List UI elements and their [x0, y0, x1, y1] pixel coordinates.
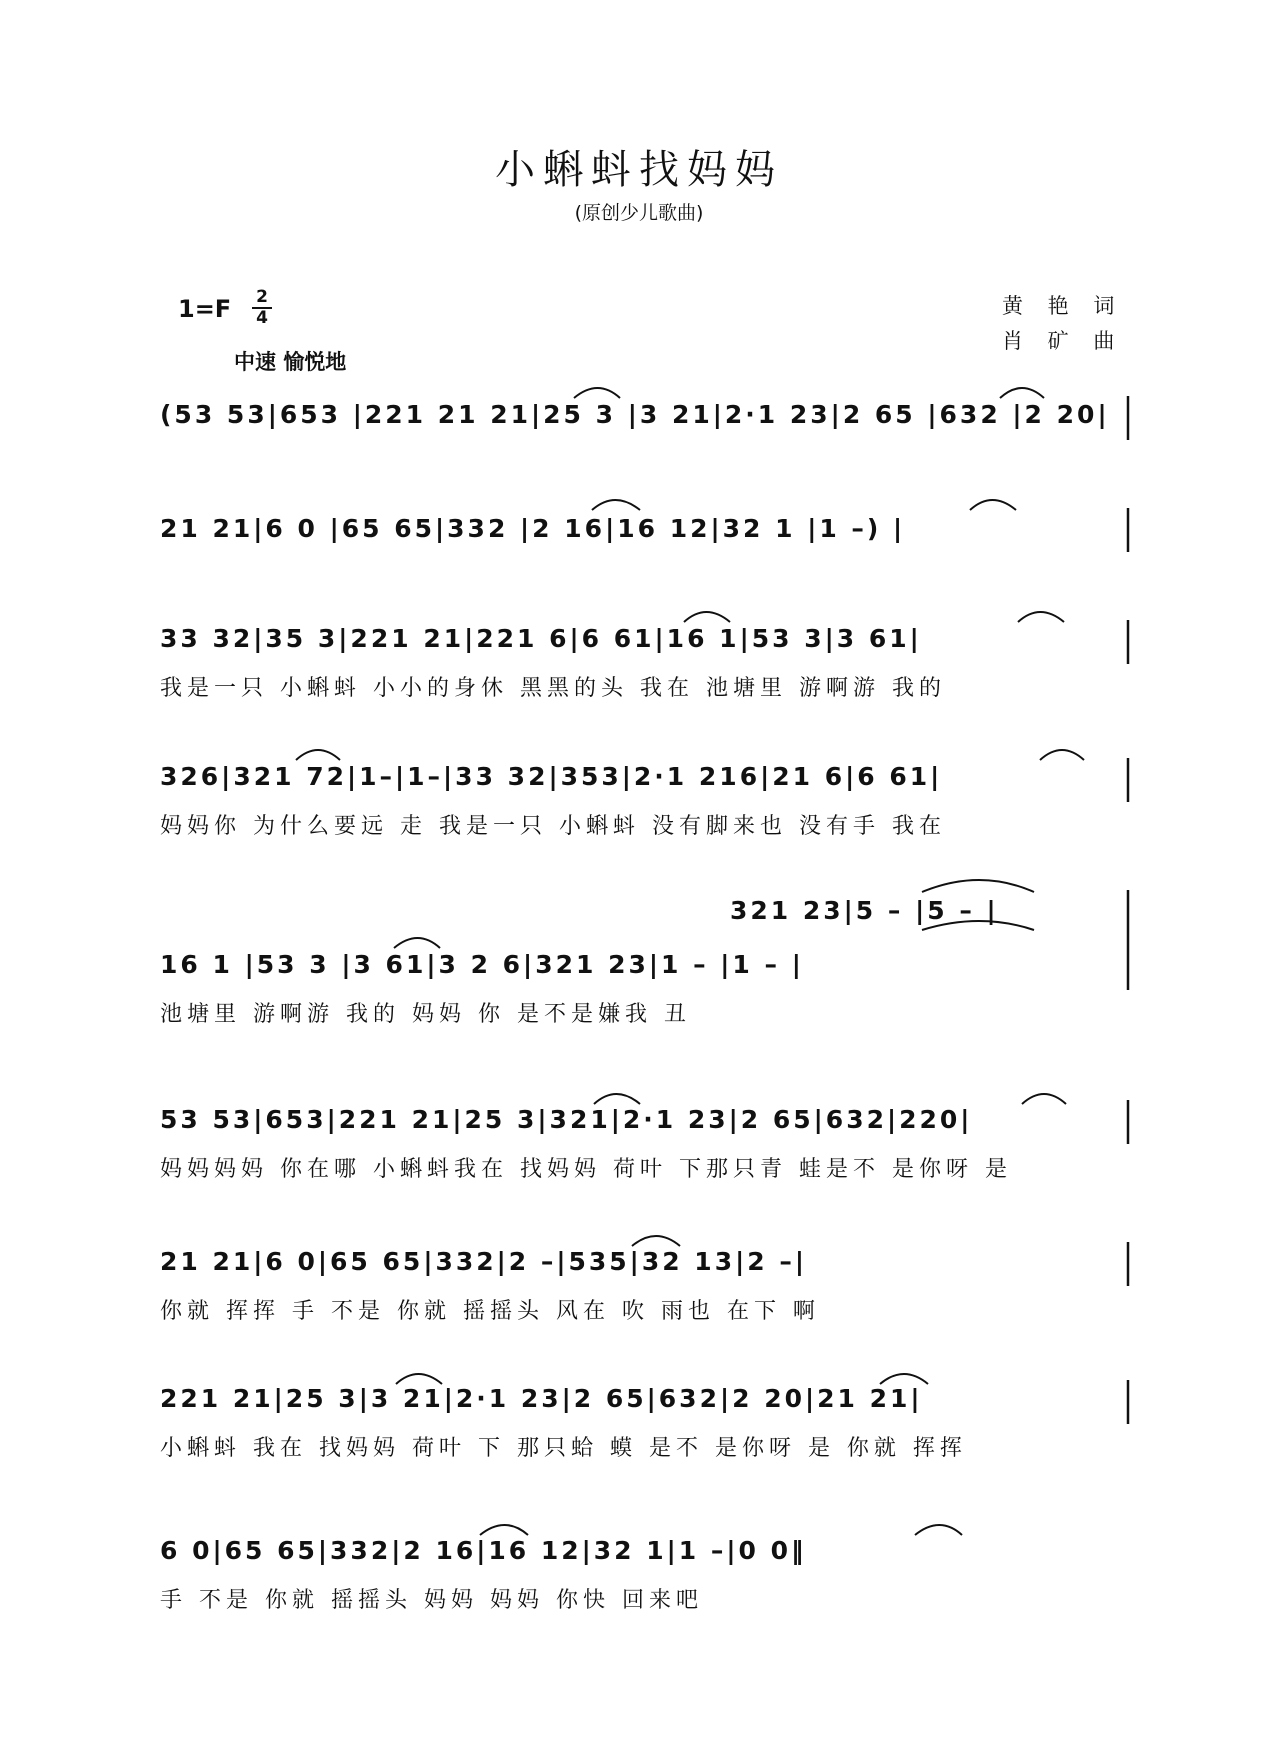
- notation-line: 21 21|6 0 |65 65|332 |2 16|16 12|32 1 |1 –) |: [160, 514, 906, 543]
- composer-credit: 肖 矿 曲: [1002, 329, 1124, 353]
- lyrics-line: 我是一只 小蝌蚪 小小的身休 黑黑的头 我在 池塘里 游啊游 我的: [160, 676, 946, 701]
- notation-line: 33 32|35 3|221 21|221 6|6 61|16 1|53 3|3 61|: [160, 624, 922, 653]
- tempo-marking: 中速 愉悦地: [234, 350, 347, 374]
- tie-mark: [574, 388, 620, 398]
- tie-mark: [394, 938, 440, 948]
- tie-mark: [684, 612, 730, 622]
- tie-mark: [880, 1374, 928, 1384]
- tie-mark: [594, 1094, 640, 1104]
- meter-bottom: 4: [252, 307, 272, 328]
- notation-line: (53 53|653 |221 21 21|25 3 |3 21|2·1 23|2 65 |632 |2 20|: [160, 400, 1110, 429]
- tie-mark: [1018, 612, 1064, 622]
- tie-mark: [592, 500, 640, 510]
- key-signature: 1=F: [178, 295, 232, 323]
- tie-mark: [632, 1236, 680, 1246]
- lyricist-credit: 黄 艳 词: [1002, 294, 1124, 318]
- lyrics-line: 妈妈你 为什么要远 走 我是一只 小蝌蚪 没有脚来也 没有手 我在: [160, 814, 946, 839]
- notation-line: 16 1 |53 3 |3 61|3 2 6|321 23|1 – |1 – |: [160, 950, 804, 979]
- tie-mark: [296, 750, 340, 760]
- notation-line: 53 53|653|221 21|25 3|321|2·1 23|2 65|632|220|: [160, 1105, 973, 1134]
- tie-mark: [915, 1525, 962, 1535]
- tie-mark: [1000, 388, 1044, 398]
- tie-mark: [922, 880, 1034, 892]
- lyrics-line: 池塘里 游啊游 我的 妈妈 你 是不是嫌我 丑: [160, 1002, 691, 1027]
- lyrics-line: 妈妈妈妈 你在哪 小蝌蚪我在 找妈妈 荷叶 下那只青 蛙是不 是你呀 是: [160, 1157, 1012, 1182]
- song-subtitle: (原创少儿歌曲): [574, 202, 704, 224]
- lyrics-line: 手 不是 你就 摇摇头 妈妈 妈妈 你快 回来吧: [160, 1588, 703, 1613]
- notation-line: 21 21|6 0|65 65|332|2 –|535|32 13|2 –|: [160, 1247, 807, 1276]
- song-title: 小蝌蚪找妈妈: [495, 147, 783, 193]
- tie-mark: [1040, 750, 1084, 760]
- tie-mark: [970, 500, 1016, 510]
- tie-mark: [396, 1374, 442, 1384]
- tie-mark: [480, 1525, 528, 1535]
- lyrics-line: 小蝌蚪 我在 找妈妈 荷叶 下 那只蛤 蟆 是不 是你呀 是 你就 挥挥: [160, 1436, 967, 1461]
- notation-line: 6 0|65 65|332|2 16|16 12|32 1|1 –|0 0‖: [160, 1536, 807, 1565]
- lyrics-line: 你就 挥挥 手 不是 你就 摇摇头 风在 吹 雨也 在下 啊: [160, 1299, 820, 1324]
- meter-top: 2: [256, 287, 268, 307]
- notation-line: 326|321 72|1–|1–|33 32|353|2·1 216|21 6|6 61|: [160, 762, 943, 791]
- notation-line: 221 21|25 3|3 21|2·1 23|2 65|632|2 20|21 21|: [160, 1384, 923, 1413]
- tie-mark: [922, 921, 1034, 930]
- tie-mark: [1022, 1094, 1066, 1104]
- notation-upper-voice: 321 23|5 – |5 – |: [730, 896, 999, 925]
